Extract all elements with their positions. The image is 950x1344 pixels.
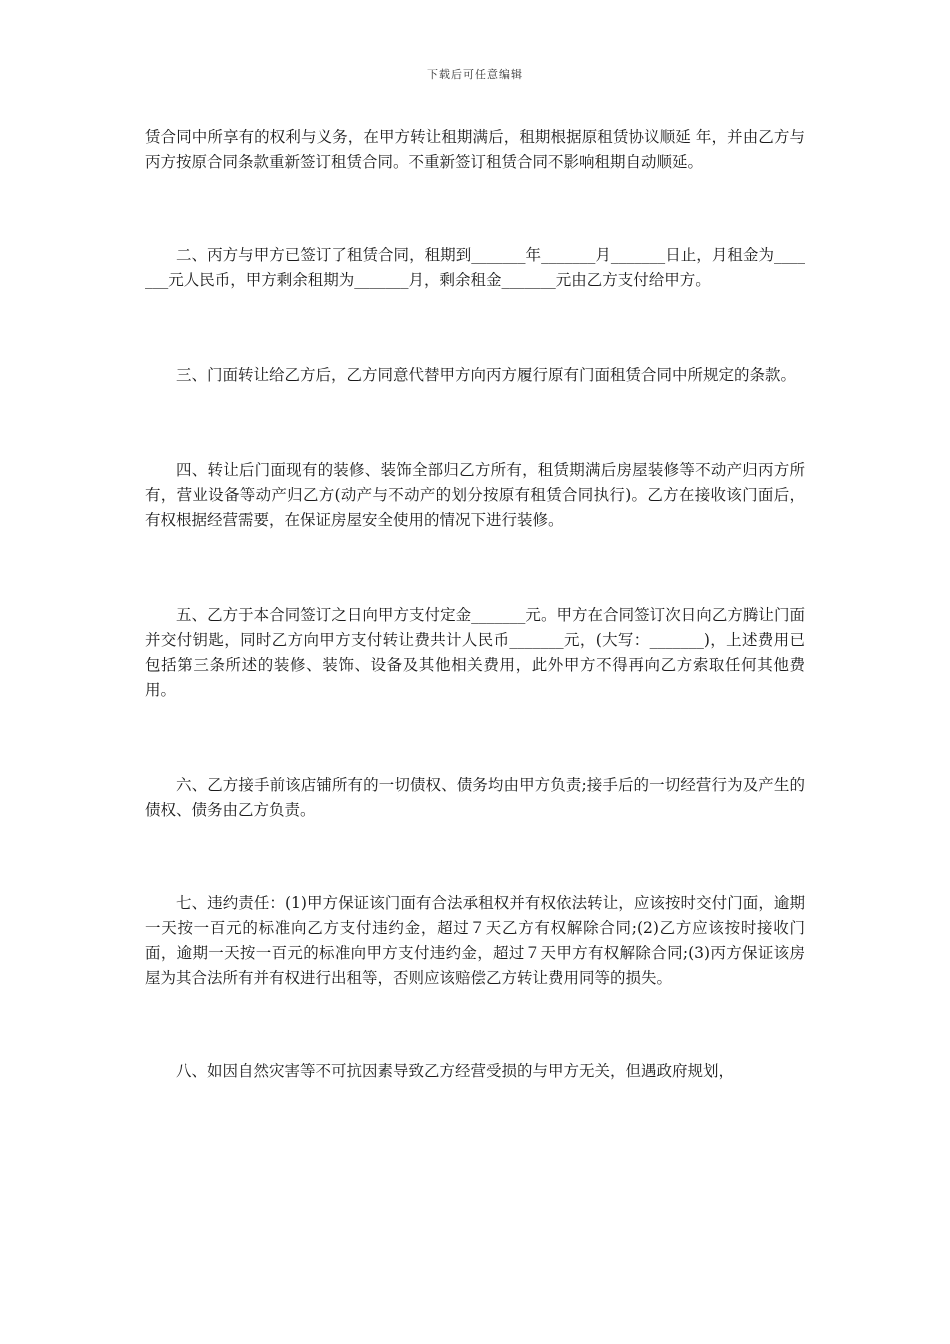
paragraph-clause-4: 四、转让后门面现有的装修、装饰全部归乙方所有，租赁期满后房屋装修等不动产归丙方所有，营业设备等动产归乙方(动产与不动产的划分按原有租赁合同执行)。乙方在接收该门面后，有权根据经营需要，在保证房屋安全使用的情况下进行装修。 xyxy=(145,461,805,529)
paragraph-continuation: 赁合同中所享有的权利与义务，在甲方转让租期满后，租期根据原租赁协议顺延 年，并由乙方与丙方按原合同条款重新签订租赁合同。不重新签订租赁合同不影响租期自动顺延。 xyxy=(145,128,805,171)
paragraph-clause-3: 三、门面转让给乙方后，乙方同意代替甲方向丙方履行原有门面租赁合同中所规定的条款。 xyxy=(176,366,797,384)
paragraph-clause-8: 八、如因自然灾害等不可抗因素导致乙方经营受损的与甲方无关，但遇政府规划， xyxy=(176,1062,735,1080)
paragraph-clause-5: 五、乙方于本合同签订之日向甲方支付定金_______元。甲方在合同签订次日向乙方腾让门面并交付钥匙，同时乙方向甲方支付转让费共计人民币_______元，(大写：_______)，上述费用已包括第三条所述的装修、装饰、设备及其他相关费用，此外甲方不得再向乙方索取任何其他费用。 xyxy=(145,606,805,699)
paragraph-clause-7: 七、违约责任：(1)甲方保证该门面有合法承租权并有权依法转让，应该按时交付门面，逾期一天按一百元的标准向乙方支付违约金，超过７天乙方有权解除合同;(2)乙方应该按时接收门面，逾期一天按一百元的标准向甲方支付违约金，超过７天甲方有权解除合同;(3)丙方保证该房屋为其合法所有并有权进行出租等，否则应该赔偿乙方转让费用同等的损失。 xyxy=(145,894,805,987)
paragraph-clause-6: 六、乙方接手前该店铺所有的一切债权、债务均由甲方负责;接手后的一切经营行为及产生的债权、债务由乙方负责。 xyxy=(145,776,805,819)
page-header: 下载后可任意编辑 xyxy=(427,68,523,81)
document-body xyxy=(145,120,805,1084)
paragraph-clause-2: 二、丙方与甲方已签订了租赁合同，租期到_______年_______月_______日止，月租金为_______元人民币，甲方剩余租期为_______月，剩余租金_______元由乙方支付给甲方。 xyxy=(145,246,805,289)
